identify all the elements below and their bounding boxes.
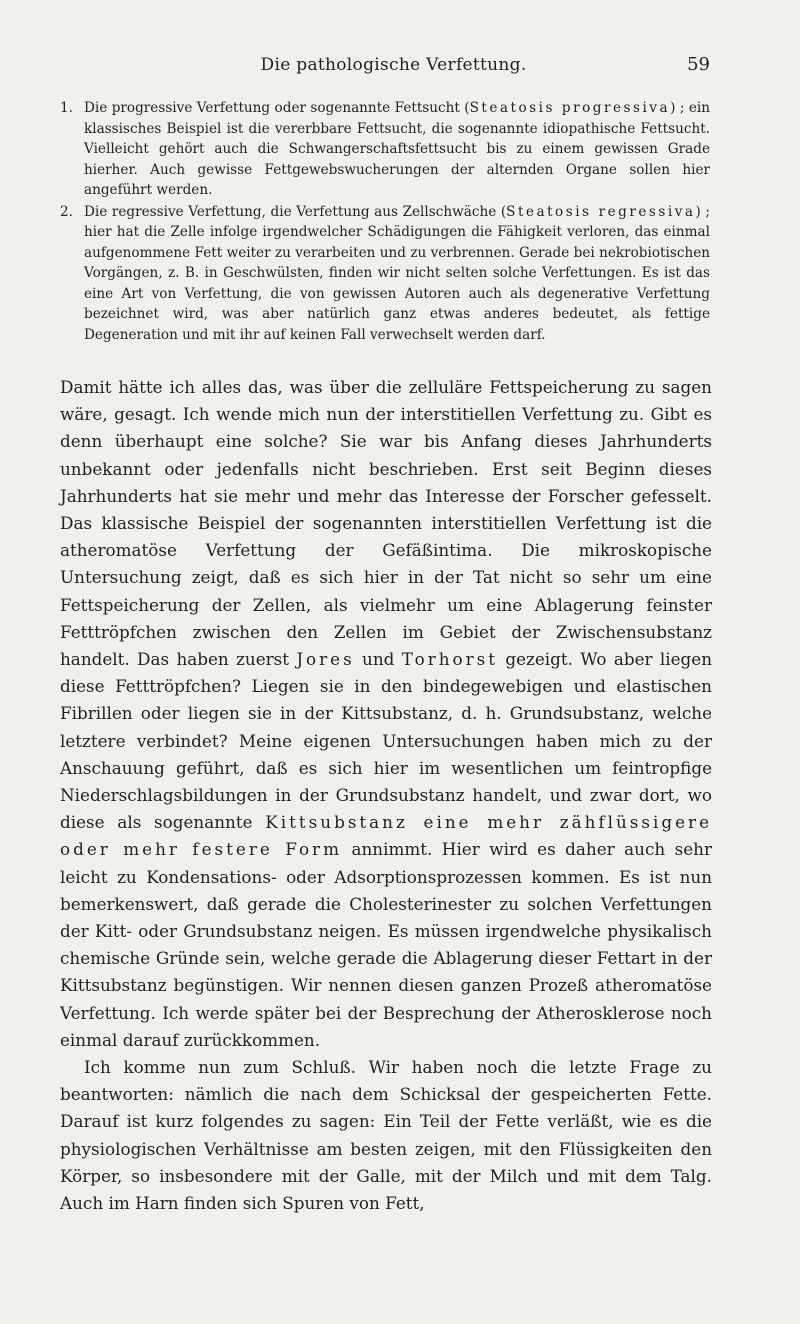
paragraph: Damit hätte ich alles das, was über die zelluläre Fettspeicherung zu sagen wäre, gesagt. Ich wende mich nun der interstitiellen Verfettung zu. Gibt es denn überhaupt eine solche? Sie war bis Anfang dieses Jahrhunderts unbekannt oder jedenfalls nicht beschrieben. Erst seit Beginn dieses Jahrhunderts hat sie mehr und mehr das Interesse der Forscher gefesselt. Das klassische Beispiel der sogenannten interstitiellen Verfettung ist die atheromatöse Verfettung der Gefäßintima. Die mikroskopische Untersuchung zeigt, daß es sich hier in der Tat nicht so sehr um eine Fettspeicherung der Zellen, als vielmehr um eine Ablagerung feinster Fetttröpfchen zwischen den Zellen im Gebiet der Zwischensubstanz handelt. Das haben zuerst Jores und Torhorst gezeigt. Wo aber liegen diese Fetttröpfchen? Liegen sie in den bindegewebigen und elastischen Fibrillen oder liegen sie in der Kittsubstanz, d. h. Grundsubstanz, welche letztere verbindet? Meine eigenen Untersuchungen haben mich zu der Anschauung geführt, daß es sich hier im wesentlichen um feintropfige Niederschlagsbildungen in der Grundsubstanz handelt, und zwar dort, wo diese als sogenannte Kittsubstanz eine mehr zähflüssigere oder mehr festere Form annimmt. Hier wird es daher auch sehr leicht zu Kondensations- oder Adsorptionsprozessen kommen. Es ist nun bemerkenswert, daß gerade die Cholesterinester zu solchen Verfettungen der Kitt- oder Grundsubstanz neigen. Es müssen irgendwelche physikalisch chemische Gründe sein, welche gerade die Ablagerung dieser Fettart in der Kittsubstanz begünstigen. Wir nennen diesen ganzen Prozeß atheromatöse Verfettung. Ich werde später bei der Besprechung der Atherosklerose noch einmal darauf zurückkommen. bbox=[60, 377, 713, 1050]
spaced-phrase: Kittsubstanz eine mehr zähflüssigere oder mehr festere Form bbox=[60, 812, 712, 860]
spaced-term: Steatosis progressiva bbox=[469, 100, 671, 116]
body-text bbox=[60, 374, 712, 1217]
numbered-list bbox=[60, 98, 710, 346]
spaced-term: Steatosis regressiva bbox=[506, 203, 696, 220]
author-name: Torhorst bbox=[401, 649, 499, 670]
list-item-text: Die regressive Verfettung, die Verfettung aus Zellschwäche (Steatosis regressiva) ; hier hat die Zelle infolge irgendwelcher Schädigungen die Fähigkeit verloren, das einmal aufgenommene Fett weiter zu verarbeiten und zu verbrennen. Gerade bei nekrobiotischen Vorgängen, z. B. in Geschwülsten, finden wir nicht selten solche Verfettungen. Es ist das eine Art von Verfettung, die von gewissen Autoren auch als degenerative Verfettung bezeichnet wird, was aber natürlich ganz etwas anderes bedeutet, als fettige Degeneration und mit ihr auf keinen Fall verwechselt werden darf. bbox=[84, 203, 710, 343]
list-item bbox=[60, 98, 710, 201]
list-item-number: 1. bbox=[60, 100, 73, 116]
running-title: Die pathologische Verfettung. bbox=[260, 55, 527, 75]
page-header bbox=[60, 54, 710, 84]
page-number: 59 bbox=[687, 54, 710, 75]
author-name: Jores bbox=[296, 649, 355, 670]
list-item-number: 2. bbox=[60, 203, 73, 220]
list-item bbox=[60, 202, 710, 346]
paragraph: Ich komme nun zum Schluß. Wir haben noch die letzte Frage zu beantworten: nämlich die nach dem Schicksal der gespeicherten Fette. Darauf ist kurz folgendes zu sagen: Ein Teil der Fette verläßt, wie es die physiologischen Verhältnisse am besten zeigen, mit den Flüssigkeiten den Körper, so insbesondere mit der Galle, mit der Milch und mit dem Talg. Auch im Harn finden sich Spuren von Fett, bbox=[60, 1057, 712, 1214]
list-item-text: Die progressive Verfettung oder sogenannte Fettsucht (Steatosis progressiva) ; ein klassisches Beispiel ist die vererbbare Fettsucht, die sogenannte idiopathische Fettsucht. Vielleicht gehört auch die Schwangerschaftsfettsucht bis zu einem gewissen Grade hierher. Auch gewisse Fettgewebswucherungen der alternden Organe sollen hier angeführt werden. bbox=[84, 100, 710, 198]
